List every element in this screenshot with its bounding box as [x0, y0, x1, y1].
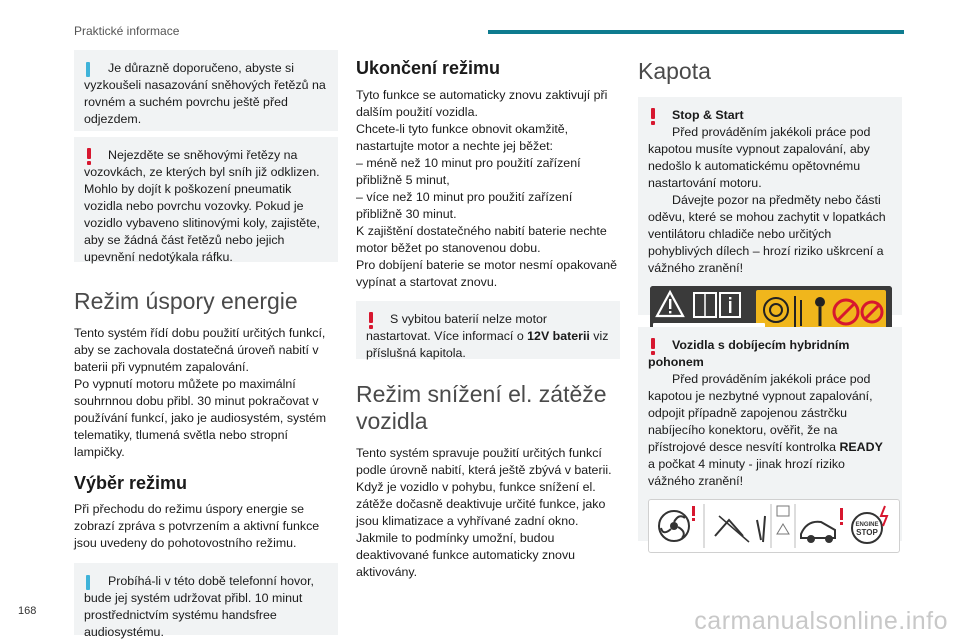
warning-text: Nejezděte se sněhovými řetězy na vozovkách, ze kterých byl sníh již odklizen. Mohlo by dojít k poškození pneumatik vozidla nebo povrchu vozovky. Pokud je vozidlo vybaveno slitinovými koly, zajistěte, aby se žádná část řetězů nebo jejich upevnění nedotýkala ráfku.: [84, 148, 320, 264]
section-title-bonnet: Kapota: [638, 58, 711, 84]
paragraph: Při přechodu do režimu úspory energie se zobrazí zpráva s potvrzením a aktivní funkce jsou uvedeny do pohotovostního režimu.: [74, 502, 320, 550]
warning-heading: Stop & Start: [672, 108, 744, 122]
hybrid-warning-pictograms: [649, 500, 899, 552]
warning-text: S vybitou baterií nelze motor nastartovat. Více informací o: [366, 312, 548, 343]
section-title-energy-saving: Režim úspory energie: [74, 288, 298, 314]
paragraph: K zajištění dostatečného nabití baterie nechte motor běžet po stanovenou dobu.: [356, 224, 607, 255]
list-item: – více než 10 minut pro použití zařízení přibližně 30 minut.: [356, 190, 573, 221]
warning-box-battery: [356, 301, 620, 359]
paragraph: Tento systém řídí dobu použití určitých funkcí, aby se zachovala dostatečná úroveň nabití v baterii při vypnutém zapalování.: [74, 326, 326, 374]
hybrid-warning-illustration: [648, 499, 900, 553]
info-text: Probíhá-li v této době telefonní hovor, bude jej systém udržovat přibl. 10 minut prostřednictvím systému handsfree audiosystému.: [84, 574, 314, 639]
paragraph: Tento systém spravuje použití určitých funkcí podle úrovně nabití, která ještě zbývá v baterii.: [356, 446, 612, 477]
warning-box-stop-start: [638, 97, 902, 315]
section-title-load-reduction: Režim snížení el. zátěže vozidla: [356, 381, 607, 434]
info-icon: [86, 62, 90, 77]
paragraph: Tyto funkce se automaticky znovu zaktivují při dalším použití vozidla.: [356, 88, 608, 119]
paragraph: Chcete-li tyto funkce obnovit okamžitě, nastartujte motor a nechte jej běžet:: [356, 122, 569, 153]
stop-label: STOP: [856, 528, 878, 537]
warning-text: Před prováděním jakékoli práce pod kapotou je nezbytné vypnout zapalování, odpojit případně zapojenou zástrčku nabíjecího konektoru, ověřit, že na přístrojové desce nesvítí kontrolka: [648, 372, 873, 454]
warning-text-end: viz příslušná kapitola.: [366, 329, 609, 360]
watermark: carmanualsonline.info: [694, 607, 948, 635]
column-3: [638, 50, 902, 541]
warning-text-end: a počkat 4 minuty - jinak hrozí riziko vážného zranění!: [648, 457, 845, 488]
page-number: 168: [18, 605, 37, 617]
warning-icon: [650, 338, 656, 355]
paragraph: Po vypnutí motoru můžete po maximální souhrnnou dobu přibl. 30 minut pokračovat v používání funkcí, jako je audiosystém, systém telematiky, tlumená světla nebo stropní lampičky.: [74, 377, 327, 459]
info-text: Je důrazně doporučeno, abyste si vyzkoušeli nasazování sněhových řetězů na rovném a suchém povrchu ještě před odjezdem.: [84, 61, 326, 126]
subsection-title-mode-selection: Výběr režimu: [74, 473, 188, 493]
warning-box-snow-chains: [74, 137, 338, 262]
warning-box-hybrid: [638, 327, 902, 541]
battery-link-text: 12V baterii: [527, 329, 590, 343]
warning-icon: [86, 148, 92, 165]
ready-indicator-text: READY: [839, 440, 883, 454]
info-icon: [86, 575, 90, 590]
paragraph: Jakmile to podmínky umožní, budou deaktivované funkce automaticky znovu aktivovány.: [356, 531, 576, 579]
section-title-mode-exit: Ukončení režimu: [356, 58, 501, 78]
paragraph: Když je vozidlo v pohybu, funkce snížení el. zátěže dočasně deaktivuje určité funkce, jako jsou klimatizace a vyhřívané zadní okno.: [356, 480, 606, 528]
list-item: – méně než 10 minut pro použití zařízení přibližně 5 minut,: [356, 156, 581, 187]
paragraph: Pro dobíjení baterie se motor nesmí opakovaně vypínat a startovat znovu.: [356, 258, 618, 289]
column-1: [74, 50, 338, 639]
warning-heading: Vozidla s dobíjecím hybridním pohonem: [648, 338, 850, 369]
info-box-phone-call: [74, 563, 338, 639]
engine-label: ENGINE: [855, 522, 879, 528]
warning-icon: [368, 312, 374, 329]
running-header: Praktické informace: [74, 24, 180, 38]
warning-icon: [650, 108, 656, 125]
header-accent-bar: [488, 30, 904, 34]
column-2: [356, 50, 620, 581]
info-box-snow-chains: [74, 50, 338, 131]
warning-text: Před prováděním jakékoli práce pod kapotou musíte vypnout zapalování, aby nedošlo k automatickému opětovnému nastartování motoru.: [648, 125, 871, 190]
warning-text-2: Dávejte pozor na předměty nebo části oděvu, které se mohou zachytit v lopatkách ventilátoru chladiče nebo určitých pohyblivých dílech – hrozí riziko uškrcení a vážného zranění!: [648, 193, 886, 275]
